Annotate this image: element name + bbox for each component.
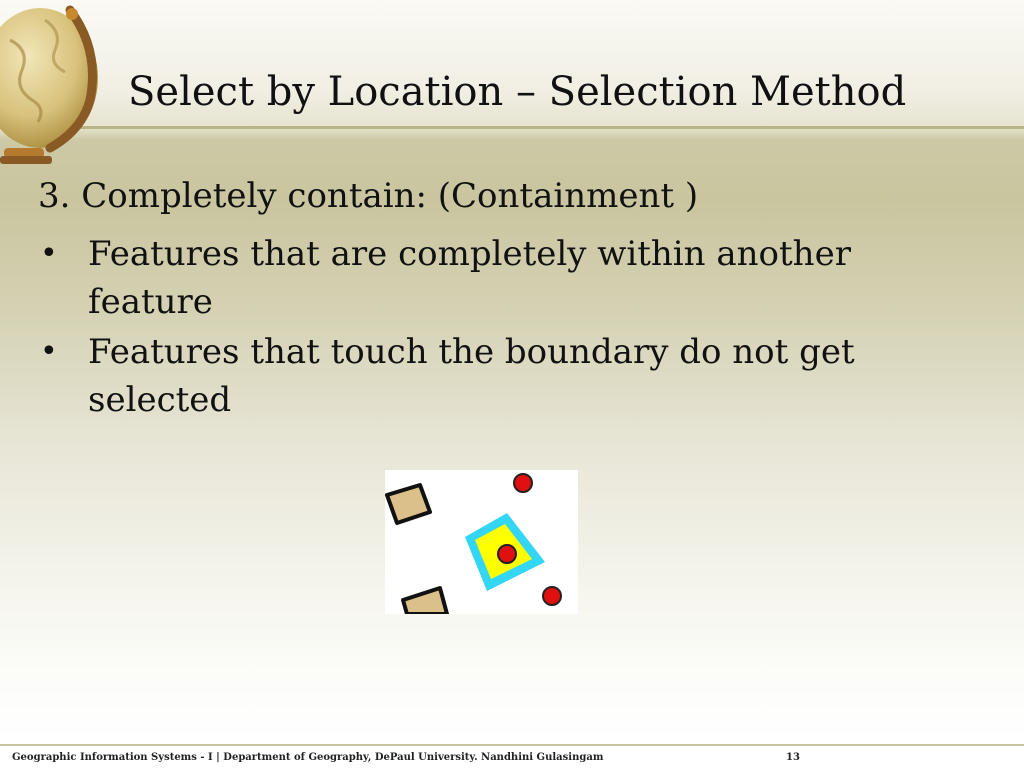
containment-figure xyxy=(385,470,578,614)
bullet-item xyxy=(40,230,940,326)
footer-credit: Geographic Information Systems - I | Department of Geography, DePaul University. Nandhini Gulasingam xyxy=(12,752,604,763)
section-heading: 3. Completely contain: (Containment ) xyxy=(38,176,699,216)
bullet-list xyxy=(40,230,940,426)
contained-point xyxy=(498,545,516,563)
bullet-marker: • xyxy=(40,334,58,369)
bullet-marker: • xyxy=(40,236,58,271)
globe-icon xyxy=(0,0,110,170)
footer-divider xyxy=(0,744,1024,746)
outside-point xyxy=(543,587,561,605)
title-divider xyxy=(0,126,1024,129)
bullet-item xyxy=(40,328,940,424)
bullet-text: Features that are completely within another feature xyxy=(88,234,851,322)
outside-point xyxy=(514,474,532,492)
page-number: 13 xyxy=(786,752,800,763)
slide-title: Select by Location – Selection Method xyxy=(128,69,907,115)
bullet-text: Features that touch the boundary do not get selected xyxy=(88,332,855,420)
